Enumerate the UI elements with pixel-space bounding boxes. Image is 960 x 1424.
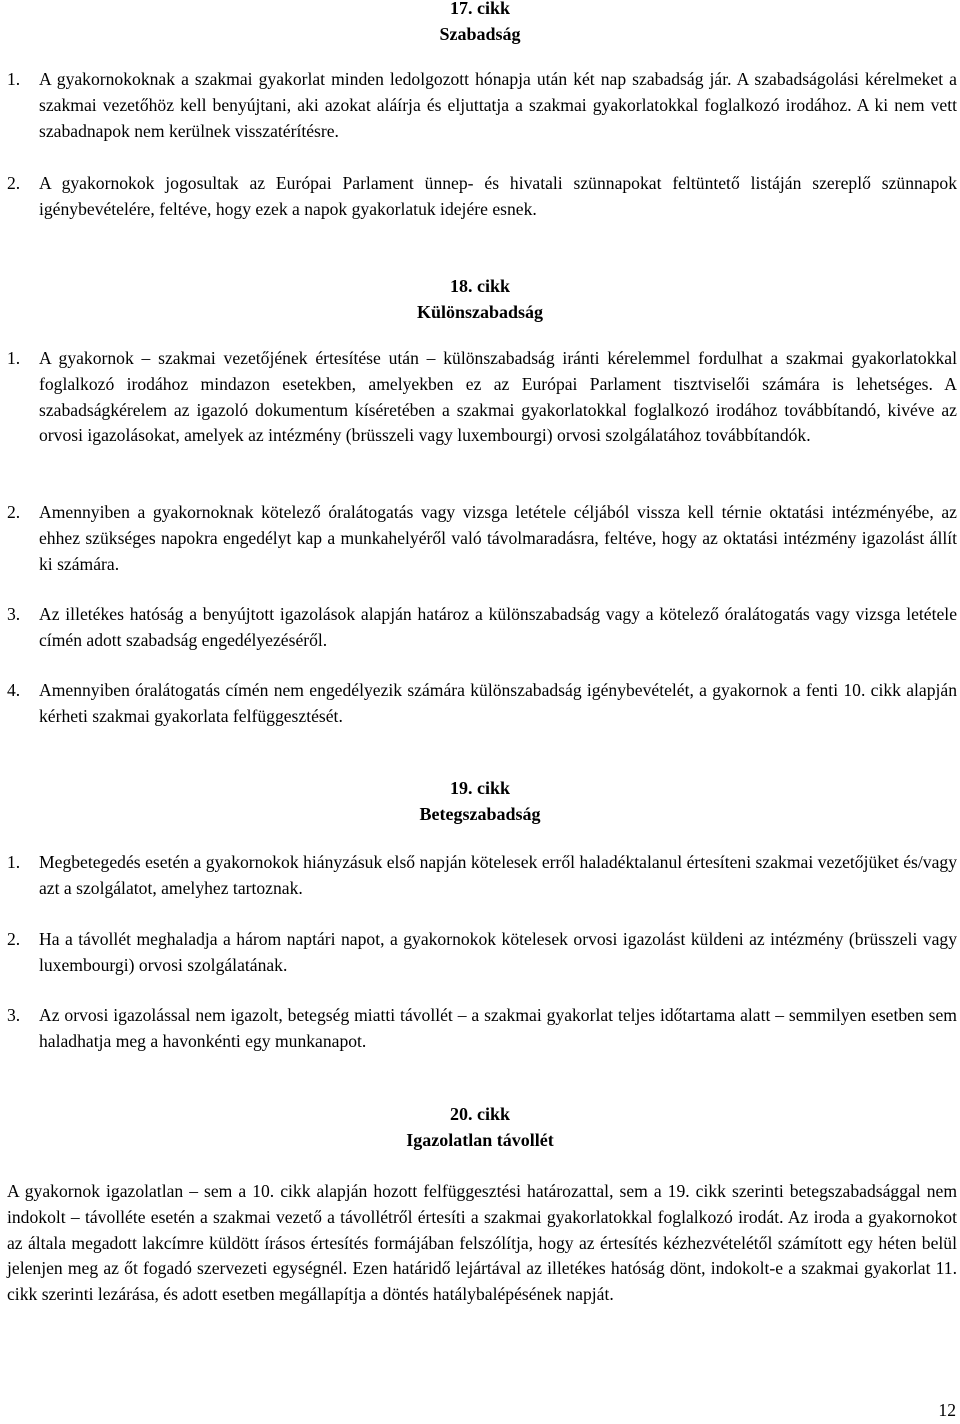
article-number: 19. cikk — [449, 778, 510, 798]
paragraph-text: Az illetékes hatóság a benyújtott igazolások alapján határoz a különszabadság vagy a kötelező óralátogatás vagy vizsga letétele címén adott szabadság engedélyezéséről. — [39, 604, 957, 650]
paragraph — [0, 346, 960, 449]
paragraph — [0, 67, 960, 144]
paragraph-text: Amennyiben a gyakornoknak kötelező óralátogatás vagy vizsga letétele céljából vissza kell térnie oktatási intézményébe, az ehhez szükséges napokra engedélyt kap a munkahelyéről való távolmaradásra, feltéve, hogy az oktatási intézmény igazolást állít ki számára. — [39, 502, 957, 574]
article-heading — [0, 0, 960, 47]
paragraph-text: Amennyiben óralátogatás címén nem engedélyezik számára különszabadság igénybevételét, a gyakornok a fenti 10. cikk alapján kérheti szakmai gyakorlata felfüggesztését. — [39, 680, 957, 726]
paragraph-number: 2. — [7, 173, 21, 193]
paragraph — [0, 678, 960, 730]
paragraph-text: Ha a távollét meghaladja a három naptári napot, a gyakornokok kötelesek orvosi igazolást küldeni az intézmény (brüsszeli vagy luxembourgi) orvosi szolgálatának. — [39, 929, 957, 975]
paragraph — [0, 500, 960, 577]
article-title: Igazolatlan távollét — [406, 1129, 554, 1150]
paragraph — [0, 171, 960, 223]
paragraph-number: 2. — [7, 502, 21, 522]
paragraph-text: A gyakornok – szakmai vezetőjének értesítése után – különszabadság iránti kérelemmel fordulhat a szakmai gyakorlatokkal foglalkozó irodához mindazon esetekben, amelyekben ez az Európai Parlament tisztviselői számára is lehetséges. A szabadságkérelem az igazoló dokumentum kíséretében a szakmai gyakorlatokkal foglalkozó irodához továbbítandó, kivéve az orvosi igazolásokat, amelyek az intézmény (brüsszeli vagy luxembourgi) orvosi szolgálatához továbbítandók. — [39, 348, 957, 446]
paragraph-number: 2. — [7, 929, 21, 949]
paragraph-number: 3. — [7, 604, 21, 624]
article-heading — [0, 274, 960, 325]
article-number: 17. cikk — [449, 0, 510, 18]
article-number: 20. cikk — [449, 1104, 510, 1124]
page-number: 12 — [938, 1400, 956, 1420]
paragraph-number: 1. — [7, 69, 21, 89]
article-heading — [0, 776, 960, 827]
paragraph-text: Az orvosi igazolással nem igazolt, betegség miatti távollét – a szakmai gyakorlat teljes időtartama alatt – semmilyen esetben sem haladhatja meg a havonkénti egy munkanapot. — [39, 1005, 957, 1051]
paragraph — [0, 602, 960, 654]
paragraph-text: A gyakornok igazolatlan – sem a 10. cikk alapján hozott felfüggesztési határozattal, sem a 19. cikk szerinti betegszabadsággal nem indokolt – távolléte esetén a szakmai vezető a távollétről értesíti a szakmai gyakorlatokkal foglalkozó irodát. Az iroda a gyakornokot az általa megadott lakcímre küldött írásos értesítés formájában felszólítja, hogy az értesítés kézhezvételétől számított egy héten belül jelenjen meg az őt fogadó szervezeti egységnél. Ezen határidő lejártával az illetékes hatóság dönt, indokolt-e a szakmai gyakorlat 11. cikk szerinti lezárása, és adott esetben megállapítja a döntés hatálybalépésének napját. — [7, 1181, 957, 1305]
paragraph-number: 1. — [7, 348, 21, 368]
paragraph — [0, 1179, 960, 1308]
paragraph — [0, 1003, 960, 1055]
paragraph-number: 4. — [7, 680, 21, 700]
article-heading — [0, 1102, 960, 1153]
article-number: 18. cikk — [449, 276, 510, 296]
paragraph-number: 3. — [7, 1005, 21, 1025]
paragraph — [0, 927, 960, 979]
paragraph-number: 1. — [7, 852, 21, 872]
paragraph-text: A gyakornokoknak a szakmai gyakorlat minden ledolgozott hónapja után két nap szabadság jár. A szabadságolási kérelmeket a szakmai vezetőhöz kell benyújtani, aki azokat aláírja és eljuttatja a szakmai gyakorlatokkal foglalkozó irodához. A ki nem vett szabadnapok nem kerülnek visszatérítésre. — [39, 69, 957, 141]
paragraph-text: Megbetegedés esetén a gyakornokok hiányzásuk első napján kötelesek erről haladéktalanul értesíteni szakmai vezetőjüket és/vagy azt a szolgálatot, amelyhez tartoznak. — [39, 852, 957, 898]
article-title: Betegszabadság — [419, 803, 541, 824]
paragraph-text: A gyakornokok jogosultak az Európai Parlament ünnep- és hivatali szünnapokat feltüntető listáján szereplő szünnapok igénybevételére, feltéve, hogy ezek a napok gyakorlatuk idejére esnek. — [39, 173, 957, 219]
article-title: Különszabadság — [416, 301, 544, 322]
article-title: Szabadság — [439, 23, 521, 44]
paragraph — [0, 850, 960, 902]
